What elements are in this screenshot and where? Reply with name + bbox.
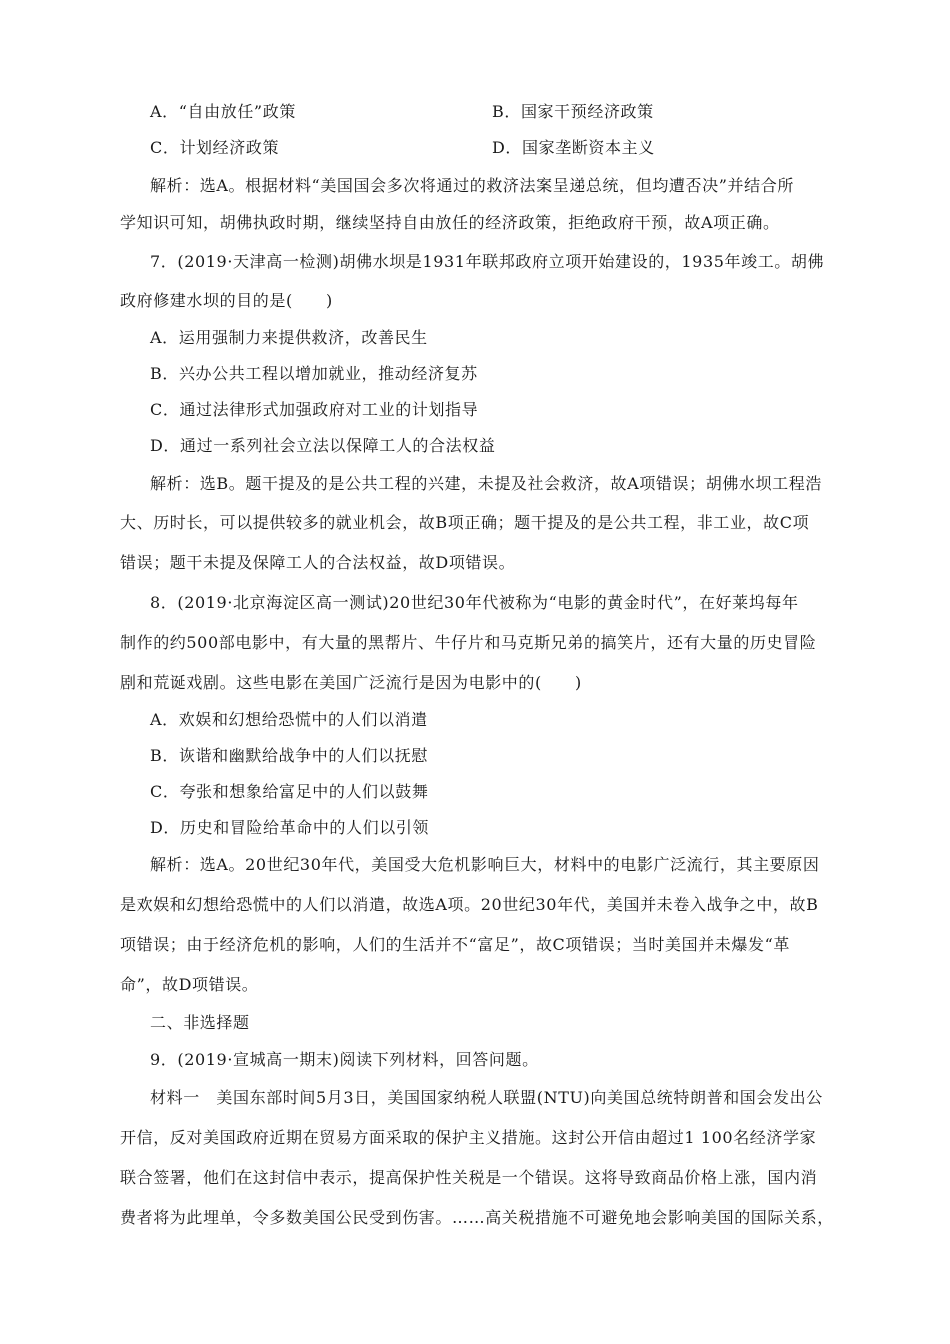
q7-option-d: D．通过一系列社会立法以保障工人的合法权益	[150, 436, 496, 455]
q9-material-line-3: 联合签署，他们在这封信中表示，提高保护性关税是一个错误。这将导致商品价格上涨，国内消	[120, 1168, 818, 1187]
q7-analysis-line-1: 解析：选B。题干提及的是公共工程的兴建，未提及社会救济，故A项错误；胡佛水坝工程浩	[150, 474, 822, 493]
q7-option-b: B．兴办公共工程以增加就业，推动经济复苏	[150, 364, 478, 383]
q8-option-b: B．诙谐和幽默给战争中的人们以抚慰	[150, 746, 428, 765]
q6-analysis-line-1: 解析：选A。根据材料“美国国会多次将通过的救济法案呈递总统，但均遭否决”并结合所	[150, 176, 794, 195]
q8-option-a: A．欢娱和幻想给恐慌中的人们以消遣	[150, 710, 428, 729]
q9-material-line-1: 材料一 美国东部时间5月3日，美国国家纳税人联盟(NTU)向美国总统特朗普和国会发出公	[150, 1088, 823, 1107]
q8-stem-line-1: 8．(2019·北京海淀区高一测试)20世纪30年代被称为“电影的黄金时代”，在好莱坞每年	[150, 593, 799, 612]
q8-option-d: D．历史和冒险给革命中的人们以引领	[150, 818, 430, 837]
q7-option-a: A．运用强制力来提供救济，改善民生	[150, 328, 428, 347]
q7-stem-line-1: 7．(2019·天津高一检测)胡佛水坝是1931年联邦政府立项开始建设的，1935年竣工。胡佛	[150, 252, 825, 271]
q8-analysis-line-2: 是欢娱和幻想给恐慌中的人们以消遣，故选A项。20世纪30年代，美国并未卷入战争之中，故B	[120, 895, 819, 914]
q9-material-line-2: 开信，反对美国政府近期在贸易方面采取的保护主义措施。这封公开信由超过1 100名经济学家	[120, 1128, 817, 1147]
section-heading: 二、非选择题	[150, 1013, 250, 1032]
q6-option-b: B．国家干预经济政策	[492, 102, 654, 121]
q7-analysis-line-2: 大、历时长，可以提供较多的就业机会，故B项正确；题干提及的是公共工程，非工业，故C项	[120, 513, 810, 532]
q6-option-a: A．“自由放任”政策	[150, 102, 296, 121]
q7-option-c: C．通过法律形式加强政府对工业的计划指导	[150, 400, 479, 419]
q7-analysis-line-3: 错误；题干未提及保障工人的合法权益，故D项错误。	[120, 553, 516, 572]
q6-option-d: D．国家垄断资本主义	[492, 138, 655, 157]
q7-stem-line-2: 政府修建水坝的目的是( )	[120, 291, 333, 310]
q8-option-c: C．夸张和想象给富足中的人们以鼓舞	[150, 782, 429, 801]
q8-stem-line-2: 制作的约500部电影中，有大量的黑帮片、牛仔片和马克斯兄弟的搞笑片，还有大量的历史冒险	[120, 633, 817, 652]
q6-option-c: C．计划经济政策	[150, 138, 280, 157]
q6-analysis-line-2: 学知识可知，胡佛执政时期，继续坚持自由放任的经济政策，拒绝政府干预，故A项正确。	[120, 213, 780, 232]
q9-stem: 9．(2019·宣城高一期末)阅读下列材料，回答问题。	[150, 1050, 539, 1069]
q8-analysis-line-1: 解析：选A。20世纪30年代，美国受大危机影响巨大，材料中的电影广泛流行，其主要原因	[150, 855, 820, 874]
q8-stem-line-3: 剧和荒诞戏剧。这些电影在美国广泛流行是因为电影中的( )	[120, 673, 582, 692]
q9-material-line-4: 费者将为此埋单，令多数美国公民受到伤害。……高关税措施不可避免地会影响美国的国际关系，	[120, 1208, 834, 1227]
q8-analysis-line-4: 命”，故D项错误。	[120, 975, 259, 994]
q8-analysis-line-3: 项错误；由于经济危机的影响，人们的生活并不“富足”，故C项错误；当时美国并未爆发“革	[120, 935, 790, 954]
